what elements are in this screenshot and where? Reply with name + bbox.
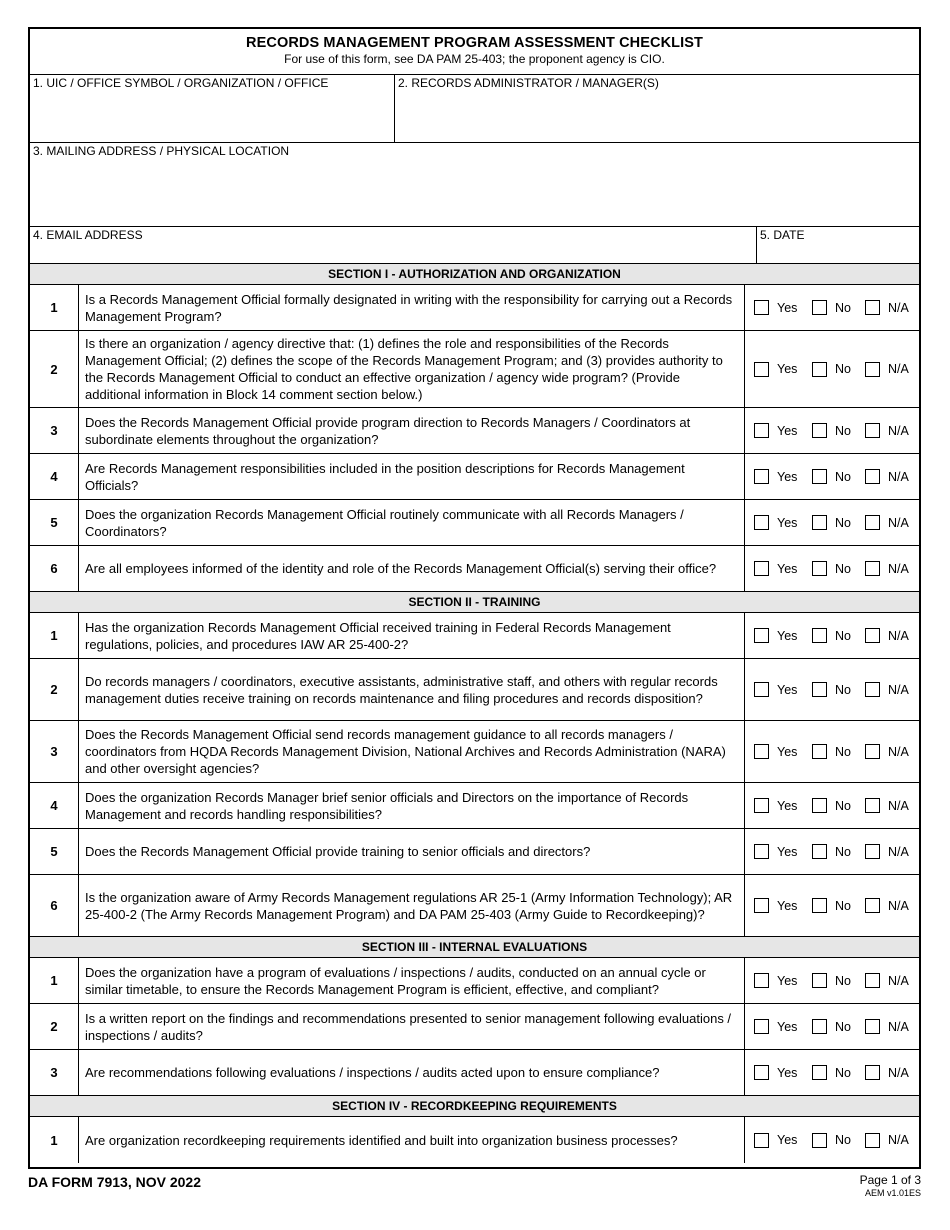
question-row bbox=[30, 829, 919, 875]
yes-checkbox[interactable] bbox=[754, 561, 769, 576]
option-yes-label: Yes bbox=[777, 628, 798, 643]
option-yes-label: Yes bbox=[777, 844, 798, 859]
option-na[interactable] bbox=[865, 1065, 915, 1080]
option-no-label: No bbox=[835, 362, 851, 376]
no-checkbox[interactable] bbox=[812, 973, 827, 988]
yes-checkbox[interactable] bbox=[754, 1065, 769, 1080]
yes-checkbox[interactable] bbox=[754, 362, 769, 377]
question-number: 5 bbox=[30, 500, 79, 545]
mailing-address-label: 3. MAILING ADDRESS / PHYSICAL LOCATION bbox=[33, 144, 290, 158]
option-na[interactable] bbox=[865, 1133, 915, 1148]
section-header: SECTION II - TRAINING bbox=[30, 592, 919, 613]
option-no[interactable] bbox=[812, 798, 865, 813]
option-no-label: No bbox=[835, 798, 851, 813]
yes-checkbox[interactable] bbox=[754, 628, 769, 643]
question-text bbox=[79, 1117, 745, 1163]
na-checkbox[interactable] bbox=[865, 515, 880, 530]
na-checkbox[interactable] bbox=[865, 1019, 880, 1034]
answer-options bbox=[745, 500, 919, 545]
option-na[interactable] bbox=[865, 561, 915, 576]
question-text bbox=[79, 659, 745, 720]
option-yes[interactable] bbox=[754, 561, 812, 576]
no-checkbox[interactable] bbox=[812, 1019, 827, 1034]
records-admin-label: 2. RECORDS ADMINISTRATOR / MANAGER(S) bbox=[398, 76, 659, 90]
fields-row-1 bbox=[30, 75, 919, 143]
question-number: 1 bbox=[30, 1117, 79, 1163]
yes-checkbox[interactable] bbox=[754, 300, 769, 315]
option-no[interactable] bbox=[812, 561, 865, 576]
question-row bbox=[30, 721, 919, 783]
option-na[interactable] bbox=[865, 1019, 915, 1034]
answer-options bbox=[745, 454, 919, 499]
question-row bbox=[30, 331, 919, 408]
option-na[interactable] bbox=[865, 682, 915, 697]
question-text bbox=[79, 331, 745, 407]
no-checkbox[interactable] bbox=[812, 682, 827, 697]
yes-checkbox[interactable] bbox=[754, 973, 769, 988]
option-yes[interactable] bbox=[754, 744, 812, 759]
option-no-label: No bbox=[835, 1133, 851, 1147]
form-footer bbox=[28, 1173, 921, 1213]
answer-options bbox=[745, 285, 919, 330]
option-yes-label: Yes bbox=[777, 1133, 798, 1147]
option-no-label: No bbox=[835, 1019, 851, 1034]
option-yes[interactable] bbox=[754, 1019, 812, 1034]
option-yes[interactable] bbox=[754, 515, 812, 530]
option-no-label: No bbox=[835, 744, 851, 759]
no-checkbox[interactable] bbox=[812, 628, 827, 643]
yes-checkbox[interactable] bbox=[754, 844, 769, 859]
question-text bbox=[79, 958, 745, 1003]
question-number: 2 bbox=[30, 659, 79, 720]
question-text bbox=[79, 721, 745, 782]
option-yes-label: Yes bbox=[777, 362, 798, 376]
option-yes[interactable] bbox=[754, 973, 812, 988]
answer-options bbox=[745, 1004, 919, 1049]
page-indicator: Page 1 of 3 bbox=[859, 1173, 921, 1187]
answer-options bbox=[745, 408, 919, 453]
records-admin-field[interactable] bbox=[395, 75, 919, 142]
records-admin-input[interactable] bbox=[398, 90, 920, 107]
no-checkbox[interactable] bbox=[812, 898, 827, 913]
option-no[interactable] bbox=[812, 844, 865, 859]
question-text-content: Is there an organization / agency directive that: (1) defines the role and responsibilities of the Records Management Official; (2) defines the scope of the Records Management Program; and (3) provides authority to the Records Management Official to conduct an effective organization / agency wide program? (Provide additional information in Block 14 comment section below.) bbox=[85, 336, 723, 402]
question-text bbox=[79, 875, 745, 936]
option-yes[interactable] bbox=[754, 1133, 812, 1148]
option-yes-label: Yes bbox=[777, 1065, 798, 1080]
question-text bbox=[79, 546, 745, 591]
answer-options bbox=[745, 546, 919, 591]
option-no[interactable] bbox=[812, 423, 865, 438]
uic-label: 1. UIC / OFFICE SYMBOL / ORGANIZATION / OFFICE bbox=[33, 76, 329, 90]
option-no-label: No bbox=[835, 1065, 851, 1080]
option-yes-label: Yes bbox=[777, 300, 798, 315]
email-input[interactable] bbox=[33, 242, 757, 259]
yes-checkbox[interactable] bbox=[754, 682, 769, 697]
question-number: 5 bbox=[30, 829, 79, 874]
option-yes-label: Yes bbox=[777, 561, 798, 576]
option-yes-label: Yes bbox=[777, 423, 798, 438]
no-checkbox[interactable] bbox=[812, 1065, 827, 1080]
date-field[interactable] bbox=[757, 227, 919, 263]
question-text-content: Does the Records Management Official send records management guidance to all records managers / coordinators from HQDA Records Management Division, National Archives and Records Administration (NARA) and other oversight agencies? bbox=[85, 727, 726, 776]
option-na-label: N/A bbox=[888, 1019, 909, 1034]
na-checkbox[interactable] bbox=[865, 628, 880, 643]
option-no[interactable] bbox=[812, 973, 865, 988]
form-number: DA FORM 7913, NOV 2022 bbox=[28, 1174, 201, 1190]
option-na[interactable] bbox=[865, 362, 915, 377]
option-na[interactable] bbox=[865, 798, 915, 813]
option-na-label: N/A bbox=[888, 423, 909, 438]
option-no[interactable] bbox=[812, 300, 865, 315]
fields-row-2 bbox=[30, 143, 919, 227]
option-no[interactable] bbox=[812, 1133, 865, 1148]
option-yes-label: Yes bbox=[777, 515, 798, 530]
answer-options bbox=[745, 331, 919, 407]
question-number: 4 bbox=[30, 454, 79, 499]
option-no-label: No bbox=[835, 898, 851, 913]
no-checkbox[interactable] bbox=[812, 561, 827, 576]
question-text-content: Are recommendations following evaluations / inspections / audits acted upon to ensure compliance? bbox=[85, 1065, 660, 1080]
na-checkbox[interactable] bbox=[865, 744, 880, 759]
option-na[interactable] bbox=[865, 744, 915, 759]
na-checkbox[interactable] bbox=[865, 362, 880, 377]
question-text bbox=[79, 1050, 745, 1095]
option-yes[interactable] bbox=[754, 682, 812, 697]
question-number: 1 bbox=[30, 958, 79, 1003]
question-row bbox=[30, 958, 919, 1004]
no-checkbox[interactable] bbox=[812, 1133, 827, 1148]
no-checkbox[interactable] bbox=[812, 744, 827, 759]
option-na[interactable] bbox=[865, 423, 915, 438]
question-text bbox=[79, 829, 745, 874]
no-checkbox[interactable] bbox=[812, 515, 827, 530]
option-na[interactable] bbox=[865, 628, 915, 643]
na-checkbox[interactable] bbox=[865, 973, 880, 988]
option-na-label: N/A bbox=[888, 469, 909, 484]
option-yes-label: Yes bbox=[777, 682, 798, 697]
question-number: 1 bbox=[30, 285, 79, 330]
option-no-label: No bbox=[835, 515, 851, 530]
option-na-label: N/A bbox=[888, 628, 909, 643]
yes-checkbox[interactable] bbox=[754, 423, 769, 438]
option-no[interactable] bbox=[812, 1065, 865, 1080]
option-na-label: N/A bbox=[888, 844, 909, 859]
question-row bbox=[30, 1050, 919, 1096]
option-no-label: No bbox=[835, 561, 851, 576]
option-na-label: N/A bbox=[888, 798, 909, 813]
option-na[interactable] bbox=[865, 898, 915, 913]
no-checkbox[interactable] bbox=[812, 469, 827, 484]
option-yes-label: Yes bbox=[777, 744, 798, 759]
option-no-label: No bbox=[835, 844, 851, 859]
answer-options bbox=[745, 659, 919, 720]
answer-options bbox=[745, 1117, 919, 1163]
question-row bbox=[30, 500, 919, 546]
option-no[interactable] bbox=[812, 1019, 865, 1034]
question-number: 3 bbox=[30, 408, 79, 453]
section-header: SECTION IV - RECORDKEEPING REQUIREMENTS bbox=[30, 1096, 919, 1117]
option-na-label: N/A bbox=[888, 300, 909, 315]
option-yes[interactable] bbox=[754, 844, 812, 859]
question-text-content: Does the organization Records Management Official routinely communicate with all Records Managers / Coordinators? bbox=[85, 506, 684, 539]
no-checkbox[interactable] bbox=[812, 798, 827, 813]
na-checkbox[interactable] bbox=[865, 682, 880, 697]
question-row bbox=[30, 1117, 919, 1163]
question-row bbox=[30, 454, 919, 500]
option-na-label: N/A bbox=[888, 515, 909, 530]
uic-input[interactable] bbox=[33, 90, 395, 107]
question-row bbox=[30, 285, 919, 331]
question-text-content: Is a written report on the findings and recommendations presented to senior management following evaluations / inspections / audits? bbox=[85, 1010, 732, 1043]
option-yes[interactable] bbox=[754, 300, 812, 315]
answer-options bbox=[745, 958, 919, 1003]
yes-checkbox[interactable] bbox=[754, 1019, 769, 1034]
question-text-content: Are Records Management responsibilities included in the position descriptions for Records Management Officials? bbox=[85, 460, 685, 493]
option-na[interactable] bbox=[865, 844, 915, 859]
option-no[interactable] bbox=[812, 744, 865, 759]
question-text-content: Does the organization Records Manager brief senior officials and Directors on the importance of Records Management and records handling responsibilities? bbox=[85, 789, 689, 822]
na-checkbox[interactable] bbox=[865, 898, 880, 913]
option-na-label: N/A bbox=[888, 898, 909, 913]
question-text-content: Do records managers / coordinators, executive assistants, administrative staff, and others with regular records management duties receive training on records maintenance and filing procedures and records disposition? bbox=[85, 673, 718, 706]
yes-checkbox[interactable] bbox=[754, 1133, 769, 1148]
question-number: 3 bbox=[30, 1050, 79, 1095]
na-checkbox[interactable] bbox=[865, 1065, 880, 1080]
question-text-content: Are organization recordkeeping requirements identified and built into organization business processes? bbox=[85, 1132, 678, 1148]
na-checkbox[interactable] bbox=[865, 561, 880, 576]
answer-options bbox=[745, 1050, 919, 1095]
question-text-content: Is the organization aware of Army Records Management regulations AR 25-1 (Army Information Technology); AR 25-400-2 (The Army Records Management Program) and DA PAM 25-403 (Army Guide to Recordkeeping)? bbox=[85, 889, 733, 922]
question-number: 6 bbox=[30, 546, 79, 591]
answer-options bbox=[745, 875, 919, 936]
form-subtitle: For use of this form, see DA PAM 25-403; the proponent agency is CIO. bbox=[284, 52, 665, 66]
option-yes-label: Yes bbox=[777, 798, 798, 813]
option-no-label: No bbox=[835, 423, 851, 438]
question-text bbox=[79, 408, 745, 453]
question-row bbox=[30, 875, 919, 937]
mailing-address-input[interactable] bbox=[33, 158, 920, 175]
option-yes-label: Yes bbox=[777, 469, 798, 484]
option-yes[interactable] bbox=[754, 898, 812, 913]
option-yes[interactable] bbox=[754, 1065, 812, 1080]
assessment-form bbox=[28, 27, 921, 1169]
date-input[interactable] bbox=[760, 242, 920, 259]
question-row bbox=[30, 613, 919, 659]
option-na-label: N/A bbox=[888, 1065, 909, 1080]
option-yes[interactable] bbox=[754, 798, 812, 813]
question-text-content: Does the Records Management Official provide training to senior officials and directors? bbox=[85, 844, 591, 859]
option-yes[interactable] bbox=[754, 628, 812, 643]
question-number: 6 bbox=[30, 875, 79, 936]
fields-row-3 bbox=[30, 227, 919, 264]
question-row bbox=[30, 783, 919, 829]
question-text-content: Has the organization Records Management Official received training in Federal Records Management regulations, policies, and procedures IAW AR 25-400-2? bbox=[85, 619, 671, 652]
no-checkbox[interactable] bbox=[812, 362, 827, 377]
na-checkbox[interactable] bbox=[865, 1133, 880, 1148]
section-header: SECTION III - INTERNAL EVALUATIONS bbox=[30, 937, 919, 958]
option-no-label: No bbox=[835, 469, 851, 484]
question-row bbox=[30, 408, 919, 454]
section-header: SECTION I - AUTHORIZATION AND ORGANIZATION bbox=[30, 264, 919, 285]
question-text bbox=[79, 783, 745, 828]
option-no[interactable] bbox=[812, 682, 865, 697]
question-text-content: Does the organization have a program of evaluations / inspections / audits, conducted on an annual cycle or similar timetable, to ensure the Records Management Program is efficient, effective, and compliant? bbox=[85, 964, 706, 997]
option-na-label: N/A bbox=[888, 682, 909, 697]
option-na-label: N/A bbox=[888, 744, 909, 759]
na-checkbox[interactable] bbox=[865, 844, 880, 859]
answer-options bbox=[745, 613, 919, 658]
question-number: 4 bbox=[30, 783, 79, 828]
question-row bbox=[30, 546, 919, 592]
na-checkbox[interactable] bbox=[865, 423, 880, 438]
question-row bbox=[30, 659, 919, 721]
option-no-label: No bbox=[835, 682, 851, 697]
option-no-label: No bbox=[835, 973, 851, 988]
question-text-content: Is a Records Management Official formally designated in writing with the responsibility for carrying out a Records Management Program? bbox=[85, 291, 733, 324]
option-no[interactable] bbox=[812, 362, 865, 377]
option-no[interactable] bbox=[812, 515, 865, 530]
option-no[interactable] bbox=[812, 628, 865, 643]
question-number: 3 bbox=[30, 721, 79, 782]
question-row bbox=[30, 1004, 919, 1050]
yes-checkbox[interactable] bbox=[754, 515, 769, 530]
question-text bbox=[79, 1004, 745, 1049]
form-version: AEM v1.01ES bbox=[864, 1188, 921, 1198]
answer-options bbox=[745, 783, 919, 828]
option-yes[interactable] bbox=[754, 423, 812, 438]
answer-options bbox=[745, 721, 919, 782]
question-number: 2 bbox=[30, 331, 79, 407]
option-yes[interactable] bbox=[754, 469, 812, 484]
na-checkbox[interactable] bbox=[865, 300, 880, 315]
question-text bbox=[79, 285, 745, 330]
option-yes-label: Yes bbox=[777, 898, 798, 913]
question-text bbox=[79, 500, 745, 545]
form-title: RECORDS MANAGEMENT PROGRAM ASSESSMENT CHECKLIST bbox=[246, 35, 703, 51]
yes-checkbox[interactable] bbox=[754, 469, 769, 484]
option-na[interactable] bbox=[865, 515, 915, 530]
email-field[interactable] bbox=[30, 227, 757, 263]
uic-field[interactable] bbox=[30, 75, 395, 142]
option-yes[interactable] bbox=[754, 362, 812, 377]
option-no[interactable] bbox=[812, 469, 865, 484]
option-yes-label: Yes bbox=[777, 973, 798, 988]
option-na-label: N/A bbox=[888, 1133, 909, 1147]
na-checkbox[interactable] bbox=[865, 798, 880, 813]
form-header bbox=[30, 29, 919, 75]
na-checkbox[interactable] bbox=[865, 469, 880, 484]
yes-checkbox[interactable] bbox=[754, 798, 769, 813]
no-checkbox[interactable] bbox=[812, 300, 827, 315]
option-no[interactable] bbox=[812, 898, 865, 913]
option-na-label: N/A bbox=[888, 561, 909, 576]
question-number: 1 bbox=[30, 613, 79, 658]
question-text bbox=[79, 613, 745, 658]
date-label: 5. DATE bbox=[760, 228, 805, 242]
option-no-label: No bbox=[835, 628, 851, 643]
option-na[interactable] bbox=[865, 469, 915, 484]
option-no-label: No bbox=[835, 300, 851, 315]
question-text-content: Does the Records Management Official provide program direction to Records Managers / Coordinators at subordinate elements throughout the organization? bbox=[85, 414, 691, 447]
checklist-sections bbox=[30, 264, 919, 1163]
answer-options bbox=[745, 829, 919, 874]
option-na-label: N/A bbox=[888, 362, 909, 376]
question-text-content: Are all employees informed of the identity and role of the Records Management Official(s) serving their office? bbox=[85, 561, 717, 576]
question-text bbox=[79, 454, 745, 499]
email-label: 4. EMAIL ADDRESS bbox=[33, 228, 143, 242]
mailing-address-field[interactable] bbox=[30, 143, 919, 226]
option-yes-label: Yes bbox=[777, 1019, 798, 1034]
option-na[interactable] bbox=[865, 973, 915, 988]
yes-checkbox[interactable] bbox=[754, 744, 769, 759]
option-na[interactable] bbox=[865, 300, 915, 315]
question-number: 2 bbox=[30, 1004, 79, 1049]
no-checkbox[interactable] bbox=[812, 423, 827, 438]
yes-checkbox[interactable] bbox=[754, 898, 769, 913]
no-checkbox[interactable] bbox=[812, 844, 827, 859]
option-na-label: N/A bbox=[888, 973, 909, 988]
